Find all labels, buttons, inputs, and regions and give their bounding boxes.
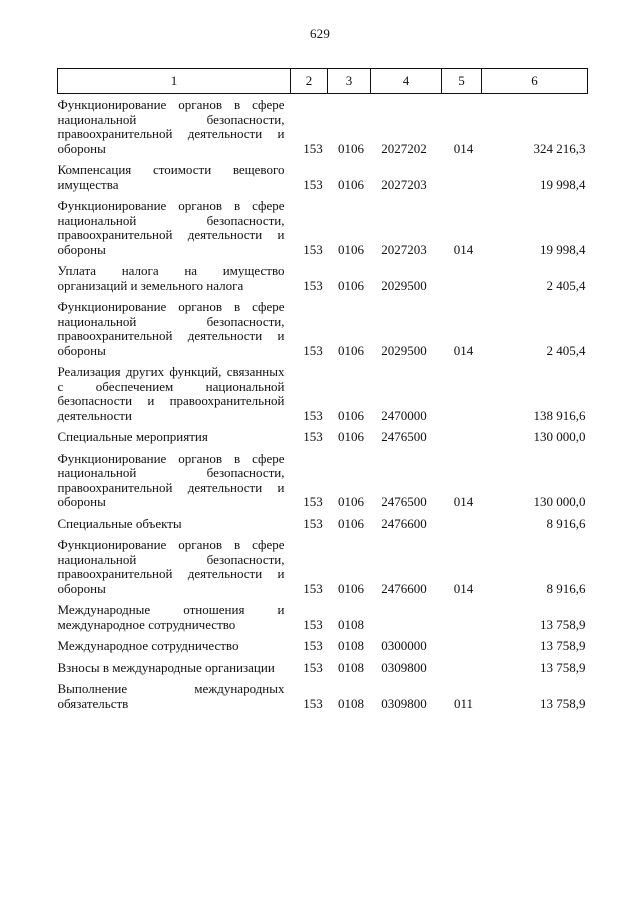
- row-name: Специальные объекты: [57, 515, 182, 531]
- row-ved-code: 153: [303, 515, 323, 531]
- row-section-code: 0106: [338, 494, 364, 509]
- row-ved-code: 153: [303, 429, 323, 444]
- row-name: Функционирование органов в сфере национальной безопасности, правоохранительной деятельности и обороны: [57, 97, 285, 156]
- row-expense-type-code: [442, 358, 482, 423]
- row-section-code: 0106: [338, 342, 364, 358]
- row-amount: 2 405,4: [546, 342, 586, 358]
- header-col-1: 1: [58, 69, 291, 94]
- header-col-5: 5: [442, 69, 482, 94]
- row-amount: 324 216,3: [533, 140, 586, 156]
- row-name: Международные отношения и международное сотрудничество: [57, 602, 285, 632]
- row-amount: 13 758,9: [540, 695, 586, 711]
- row-expense-type-code: 014: [453, 140, 474, 156]
- row-name: Специальные мероприятия: [57, 429, 208, 444]
- table-row: [58, 632, 588, 654]
- row-name: Функционирование органов в сфере национальной безопасности, правоохранительной деятельности и обороны: [57, 198, 285, 257]
- row-section-code: 0106: [338, 515, 364, 531]
- table-row: [58, 257, 588, 293]
- row-section-code: 0106: [338, 176, 364, 192]
- row-target-code: 0309800: [381, 659, 427, 675]
- table-row: [58, 94, 588, 157]
- row-expense-type-code: [442, 257, 482, 293]
- row-expense-type-code: 014: [453, 241, 474, 257]
- row-name: Взносы в международные организации: [57, 659, 275, 675]
- table-row: [58, 445, 588, 510]
- page-number: 629: [309, 26, 331, 41]
- row-target-code: 2476600: [381, 580, 427, 596]
- row-expense-type-code: [442, 596, 482, 632]
- row-target-code: [371, 596, 442, 632]
- row-ved-code: 153: [303, 277, 323, 293]
- row-amount: 130 000,0: [533, 429, 586, 444]
- row-name: Функционирование органов в сфере национальной безопасности, правоохранительной деятельности и обороны: [57, 299, 285, 358]
- row-section-code: 0106: [338, 241, 364, 257]
- table-row: [58, 293, 588, 358]
- header-row: [58, 69, 588, 94]
- table-header: [58, 69, 588, 94]
- row-name: Функционирование органов в сфере национальной безопасности, правоохранительной деятельности и обороны: [57, 537, 285, 596]
- row-amount: 19 998,4: [540, 241, 586, 257]
- row-name: Уплата налога на имущество организаций и земельного налога: [57, 263, 285, 293]
- row-ved-code: 153: [303, 659, 323, 675]
- row-ved-code: 153: [303, 241, 323, 257]
- row-section-code: 0108: [338, 659, 364, 675]
- row-section-code: 0108: [338, 616, 364, 632]
- row-ved-code: 153: [303, 638, 323, 653]
- row-section-code: 0106: [338, 429, 364, 444]
- row-ved-code: 153: [303, 580, 323, 596]
- table-row: [58, 358, 588, 423]
- row-section-code: 0108: [338, 638, 364, 653]
- row-ved-code: 153: [303, 140, 323, 156]
- row-amount: 13 758,9: [540, 659, 586, 675]
- table-row: [58, 192, 588, 257]
- row-expense-type-code: 014: [453, 494, 474, 509]
- header-col-3: 3: [328, 69, 371, 94]
- row-target-code: 2476500: [381, 429, 427, 444]
- row-ved-code: 153: [303, 407, 323, 423]
- row-section-code: 0108: [338, 695, 364, 711]
- row-amount: 13 758,9: [540, 638, 586, 653]
- row-name: Выполнение международных обязательств: [57, 681, 285, 711]
- row-ved-code: 153: [303, 616, 323, 632]
- table-row: [58, 654, 588, 676]
- row-amount: 2 405,4: [546, 277, 586, 293]
- row-expense-type-code: [442, 510, 482, 532]
- row-section-code: 0106: [338, 140, 364, 156]
- header-col-6: 6: [482, 69, 588, 94]
- row-amount: 13 758,9: [540, 616, 586, 632]
- row-expense-type-code: [442, 632, 482, 654]
- row-amount: 138 916,6: [533, 407, 586, 423]
- row-expense-type-code: [442, 423, 482, 445]
- row-target-code: 2470000: [381, 407, 427, 423]
- row-name: Компенсация стоимости вещевого имущества: [57, 162, 285, 192]
- header-col-4: 4: [371, 69, 442, 94]
- row-section-code: 0106: [338, 277, 364, 293]
- row-target-code: 0309800: [381, 695, 427, 711]
- row-target-code: 2029500: [381, 277, 427, 293]
- table-row: [58, 531, 588, 596]
- row-name: Функционирование органов в сфере национальной безопасности, правоохранительной деятельности и обороны: [57, 450, 285, 509]
- budget-table: [57, 68, 588, 711]
- table-row: [58, 156, 588, 192]
- row-target-code: 2027202: [381, 140, 427, 156]
- header-col-2: 2: [291, 69, 328, 94]
- row-name: Реализация других функций, связанных с обеспечением национальной безопасности и правоохранительной деятельности: [57, 364, 285, 423]
- row-ved-code: 153: [303, 176, 323, 192]
- row-target-code: 2027203: [381, 241, 427, 257]
- row-ved-code: 153: [303, 494, 323, 509]
- row-amount: 8 916,6: [546, 580, 586, 596]
- table-row: [58, 675, 588, 711]
- row-amount: 8 916,6: [546, 515, 586, 531]
- row-ved-code: 153: [303, 695, 323, 711]
- row-name: Международное сотрудничество: [57, 638, 239, 653]
- row-expense-type-code: 014: [453, 580, 474, 596]
- row-expense-type-code: [442, 654, 482, 676]
- row-section-code: 0106: [338, 580, 364, 596]
- table-row: [58, 510, 588, 532]
- row-target-code: 2027203: [381, 176, 427, 192]
- row-expense-type-code: 014: [453, 342, 474, 358]
- row-expense-type-code: [442, 156, 482, 192]
- row-target-code: 2029500: [381, 342, 427, 358]
- table-row: [58, 423, 588, 445]
- budget-table-container: [57, 68, 587, 711]
- table-body: [58, 94, 588, 712]
- row-expense-type-code: 011: [453, 695, 474, 711]
- row-target-code: 2476600: [381, 515, 427, 531]
- table-row: [58, 596, 588, 632]
- row-amount: 19 998,4: [540, 176, 586, 192]
- row-amount: 130 000,0: [533, 494, 586, 509]
- row-target-code: 2476500: [381, 494, 427, 509]
- row-target-code: 0300000: [381, 638, 427, 653]
- row-section-code: 0106: [338, 407, 364, 423]
- row-ved-code: 153: [303, 342, 323, 358]
